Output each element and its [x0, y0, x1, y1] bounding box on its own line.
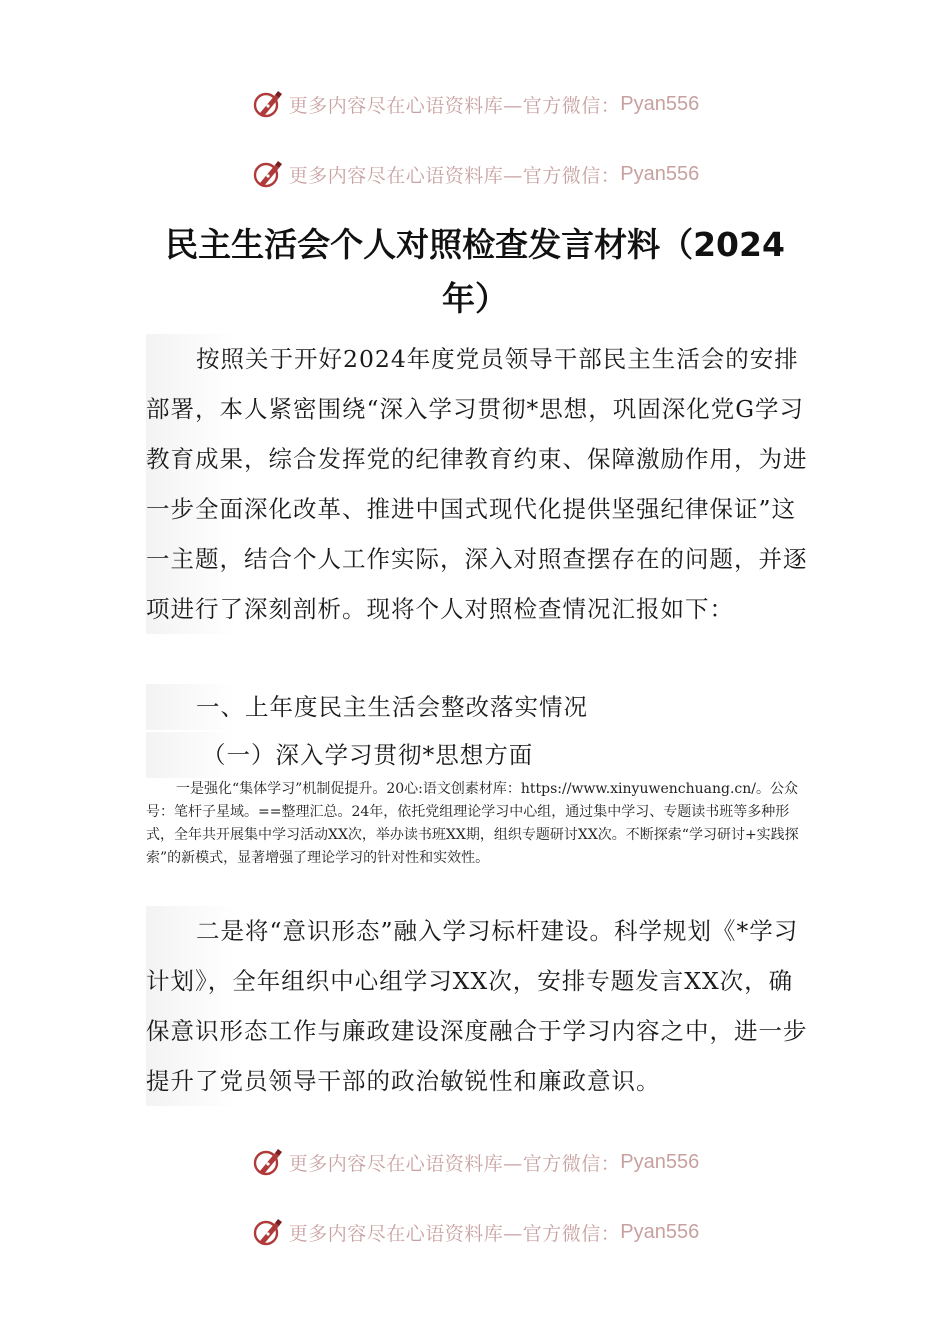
point-one-text: 一是强化“集体学习”机制促提升。20心:语文创素材库：https://www.xinyuwenchuang.cn/。公众号：笔杆子星域。==整理汇总。24年，依托党组理论学习中心组，通过集中学习、专题读书班等多种形式，全年共开展集中学习活动XX次，举办读书班XX期，组织专题研讨XX次。不断探索“学习研讨+实践探索”的新模式，显著增强了理论学习的针对性和实效性。	[146, 781, 799, 866]
pen-nib-logo-icon	[251, 1215, 285, 1249]
watermark-banner-1	[0, 82, 950, 126]
pen-nib-logo-icon	[251, 1145, 285, 1179]
point-one-paragraph	[146, 778, 810, 870]
banner-text: 更多内容尽在心语资料库—官方微信：	[288, 94, 621, 117]
banner-text: 更多内容尽在心语资料库—官方微信：	[288, 1222, 621, 1245]
document-title	[140, 218, 810, 326]
banner-text: 更多内容尽在心语资料库—官方微信：	[288, 1152, 621, 1175]
banner-wechat-id: Pyan556	[620, 1150, 700, 1173]
point-two-text: 二是将“意识形态”融入学习标杆建设。科学规划《*学习计划》，全年组织中心组学习XX次，安排专题发言XX次，确保意识形态工作与廉政建设深度融合于学习内容之中，进一步提升了党员领导干部的政治敏锐性和廉政意识。	[146, 917, 808, 1095]
subsection-heading	[146, 732, 810, 778]
point-two-paragraph	[146, 906, 810, 1106]
banner-text: 更多内容尽在心语资料库—官方微信：	[288, 164, 621, 187]
subsection-heading-text: （一）深入学习贯彻*思想方面	[202, 741, 534, 769]
section-heading-text: 一、上年度民主生活会整改落实情况	[196, 693, 588, 721]
intro-paragraph	[146, 334, 810, 634]
intro-text: 按照关于开好2024年度党员领导干部民主生活会的安排部署，本人紧密围绕“深入学习贯彻*思想，巩固深化党G学习教育成果，综合发挥党的纪律教育约束、保障激励作用，为进一步全面深化改革、推进中国式现代化提供坚强纪律保证”这一主题，结合个人工作实际，深入对照查摆存在的问题，并逐项进行了深刻剖析。现将个人对照检查情况汇报如下：	[146, 345, 808, 623]
banner-wechat-id: Pyan556	[620, 162, 700, 185]
pen-nib-logo-icon	[251, 87, 285, 121]
pen-nib-logo-icon	[251, 157, 285, 191]
watermark-banner-4	[0, 1210, 950, 1254]
watermark-banner-3	[0, 1140, 950, 1184]
banner-wechat-id: Pyan556	[620, 1220, 700, 1243]
section-heading	[146, 684, 810, 730]
watermark-banner-2	[0, 152, 950, 196]
title-line-2: 年）	[442, 279, 508, 318]
title-line-1: 民主生活会个人对照检查发言材料（2024	[165, 225, 785, 264]
banner-wechat-id: Pyan556	[620, 92, 700, 115]
